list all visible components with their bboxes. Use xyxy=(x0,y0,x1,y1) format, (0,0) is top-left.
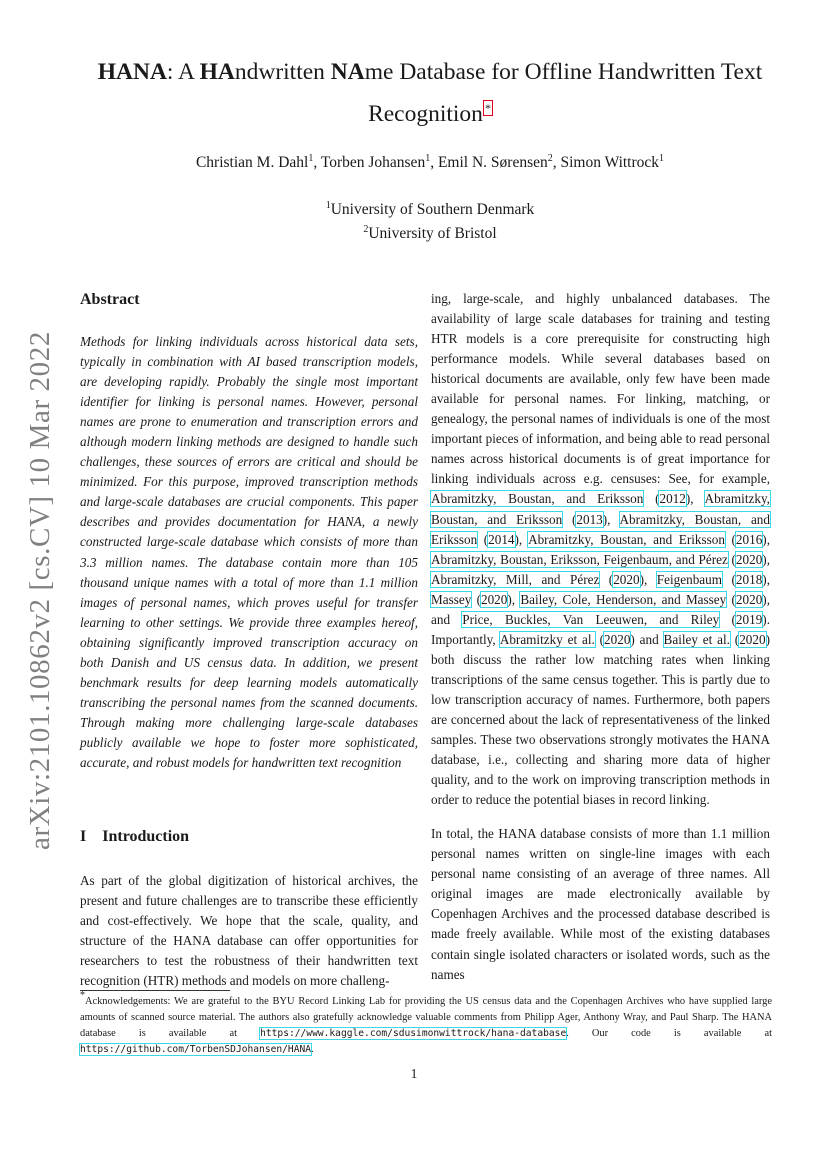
intro-paragraph-2: In total, the HANA database consists of more than 1.1 million personal names written on single-line images with each personal name consisting of an average of three names. All original images are made electronically available by Copenhagen Archives and the processed database described is made freely available. While most of the existing databases contain single isolated characters or isolated words, such as the names xyxy=(431,826,770,982)
author-name: Torben Johansen xyxy=(320,154,426,171)
affiliation-number: 1 xyxy=(325,200,331,211)
citation-year-link[interactable]: 2012 xyxy=(659,491,686,507)
citation-separator: and xyxy=(634,631,664,647)
abstract-body: Methods for linking individuals across historical data sets, typically in combination with AI based transcription models, are developing rapidly. Probably the single most important identifier for linking is personal names. However, personal names are prone to enumeration and transcription errors and although modern linking methods are designed to handle such challenges, these sources of errors are critical and should be minimized. For this purpose, improved transcription methods and large-scale databases are crucial components. This paper describes and provides documentation for HANA, a newly constructed large-scale database which consists of more than 3.3 million names. The database contain more than 105 thousand unique names with a total of more than 1.1 million images of personal names, which proves useful for transfer learning to other settings. We provide three examples hereof, obtaining significantly improved transcription accuracy on both Danish and US census data. In addition, we present benchmark results for deep learning models automatically transcribing the personal names from the scanned documents. Through making more challenging large-scale databases publicly available we hope to foster more sophisticated, accurate, and robust models for handwritten text recognition xyxy=(80,334,418,770)
title-text-1: : A xyxy=(166,59,200,85)
author-separator: , xyxy=(552,154,561,171)
intro-paragraph-1 xyxy=(431,289,770,810)
intro-left-paragraph: As part of the global digitization of historical archives, the present and future challenges are to transcribe these efficiently and cost-effectively. We hope that the scale, quality, and structure of the HANA database can offer opportunities for researchers to test the robustness of their handwritten text recognition (HTR) methods and models on more challeng- xyxy=(80,873,418,989)
section-number: I xyxy=(80,828,87,845)
author-affiliation: 1 xyxy=(308,153,314,164)
citation-authors-link[interactable]: Abramitzky, Boustan, and Eriksson xyxy=(431,491,770,527)
affiliation-list xyxy=(80,198,780,246)
citation-authors-link[interactable]: Massey xyxy=(431,591,472,607)
arxiv-identifier: arXiv:2101.10862v2 [cs.CV] 10 Mar 2022 xyxy=(24,331,56,850)
title-bold-3: NA xyxy=(330,59,365,85)
citation-authors-link[interactable]: Abramitzky, Boustan, and Eriksson xyxy=(431,511,770,547)
title-footnote-link[interactable]: * xyxy=(484,101,491,115)
citation-authors-link[interactable]: Abramitzky, Boustan, and Eriksson xyxy=(528,531,725,547)
citation-list: Abramitzky, Boustan, and Eriksson (2012), Abramitzky, Boustan, and Eriksson (2013), Abramitzky, Boustan, and Eriksson (2014), Abramitzky, Boustan, and Eriksson (2016), Abramitzky, Boustan, Eriksson, Feigenbaum, and Pérez (2020), Abramitzky, Mill, and Pérez (2020), Feigenbaum (2018), Massey (2020), Bailey, Cole, Henderson, and Massey (2020), and Price, Buckles, Van Leeuwen, and Riley (2019). Importantly, Abramitzky et al. (2020) and Bailey et al. (2020) xyxy=(431,491,770,647)
title-text-2: ndwritten xyxy=(234,59,331,85)
author-separator: , xyxy=(430,154,438,171)
citation-separator: , xyxy=(766,551,770,567)
footnote-mark: * xyxy=(80,990,85,1001)
citation-separator: , xyxy=(766,571,770,587)
citation-authors-link[interactable]: Abramitzky, Mill, and Pérez xyxy=(431,571,600,587)
author-separator: , xyxy=(313,154,321,171)
section-title: Introduction xyxy=(102,828,190,845)
page-number: 1 xyxy=(410,1066,418,1081)
author-affiliation: 1 xyxy=(425,153,431,164)
title-bold-2: HA xyxy=(199,59,235,85)
citation-separator: , xyxy=(690,491,705,507)
citation-authors-link[interactable]: Bailey, Cole, Henderson, and Massey xyxy=(520,591,727,607)
citation-authors-link[interactable]: Abramitzky, Boustan, and Eriksson xyxy=(431,491,644,507)
citation-year-link[interactable]: 2013 xyxy=(576,511,603,527)
title-text-3: me Database for Offline Handwritten Text Recognition xyxy=(364,59,763,127)
citation-year-link[interactable]: 2020 xyxy=(735,551,763,567)
citation-authors-link[interactable]: Price, Buckles, Van Leeuwen, and Riley xyxy=(462,611,720,627)
citation-separator: , and xyxy=(431,591,770,627)
footnote-text: Acknowledgements: We are grateful to the BYU Record Linking Lab for providing the US census data and the Copenhagen Archives who have supplied large amounts of scanned source material. The authors also gratefully acknowledge valuable comments from Philipp Ager, Anthony Wray, and Paul Sharp. The HANA database is available at xyxy=(80,996,772,1039)
author-name: Simon Wittrock xyxy=(560,154,660,171)
citation-year-link[interactable]: 2020 xyxy=(735,591,763,607)
paragraph-text: both discuss the rather low matching rates when linking transcriptions of the same census together. This is partly due to low transcription accuracy of names. Furthermore, both papers are concerned about the lack of representativeness of the linked samples. These two observations strongly motivates the HANA database, i.e., collecting and sharing more data of higher quality, and to the work on improving transcription methods in order to reduce the potential biases in record linking. xyxy=(431,651,770,808)
paragraph-text: ing, large-scale, and highly unbalanced databases. The availability of large scale databases for training and testing HTR models is a core prerequisite for constructing high performance models. While several databases based on historical documents are available, only few have been made available for personal names. For linking, matching, or genealogy, the personal names of individuals is one of the most important pieces of information, and being able to read personal names across historical documents is of great importance for linking individuals across e.g. censuses: See, for example, xyxy=(431,291,770,487)
citation-year-link[interactable]: 2020 xyxy=(613,571,640,587)
author-name: Emil N. Sørensen xyxy=(437,154,548,171)
author-affiliation: 1 xyxy=(659,153,665,164)
affiliation-item xyxy=(80,222,780,246)
abstract-heading: Abstract xyxy=(80,291,140,308)
citation-year-link[interactable]: 2016 xyxy=(735,531,763,547)
citation-authors-link[interactable]: Bailey et al. xyxy=(663,631,730,647)
footnote-text: . Our code is available at xyxy=(566,1028,772,1039)
citation-authors-link[interactable]: Abramitzky et al. xyxy=(499,631,595,647)
citation-separator: , xyxy=(766,531,770,547)
footnote-text: . xyxy=(311,1044,314,1055)
citation-year-link[interactable]: 2020 xyxy=(480,591,508,607)
citation-separator: , xyxy=(518,531,529,547)
citation-year-link[interactable]: 2019 xyxy=(735,611,763,627)
affiliation-number: 2 xyxy=(363,224,369,235)
author-list xyxy=(80,154,780,172)
affiliation-item xyxy=(80,198,780,222)
citation-authors-link[interactable]: Abramitzky, Boustan, Eriksson, Feigenbaum, and Pérez xyxy=(431,551,728,567)
title-bold-1: HANA xyxy=(97,59,167,85)
footnote-rule xyxy=(80,990,230,991)
arxiv-sidebar xyxy=(20,331,56,850)
citation-year-link[interactable]: 2020 xyxy=(739,631,766,647)
footnote xyxy=(80,990,772,1058)
author-affiliation: 2 xyxy=(547,153,553,164)
affiliation-name: University of Southern Denmark xyxy=(330,201,535,218)
section-heading-introduction xyxy=(80,828,189,846)
citation-year-link[interactable]: 2014 xyxy=(488,531,515,547)
code-url-link[interactable]: https://github.com/TorbenSDJohansen/HANA xyxy=(80,1044,312,1055)
citation-separator: , xyxy=(607,511,620,527)
author-name: Christian M. Dahl xyxy=(195,154,309,171)
citation-separator: , xyxy=(643,571,657,587)
citation-separator: , xyxy=(511,591,521,607)
citation-separator: . Importantly, xyxy=(431,611,770,647)
citation-year-link[interactable]: 2020 xyxy=(604,631,631,647)
citation-year-link[interactable]: 2018 xyxy=(735,571,763,587)
affiliation-name: University of Bristol xyxy=(368,225,497,242)
intro-right-column xyxy=(431,289,770,985)
dataset-url-link[interactable]: https://www.kaggle.com/sdusimonwittrock/hana-database xyxy=(260,1028,567,1039)
citation-authors-link[interactable]: Feigenbaum xyxy=(656,571,722,587)
paper-title xyxy=(80,54,780,132)
